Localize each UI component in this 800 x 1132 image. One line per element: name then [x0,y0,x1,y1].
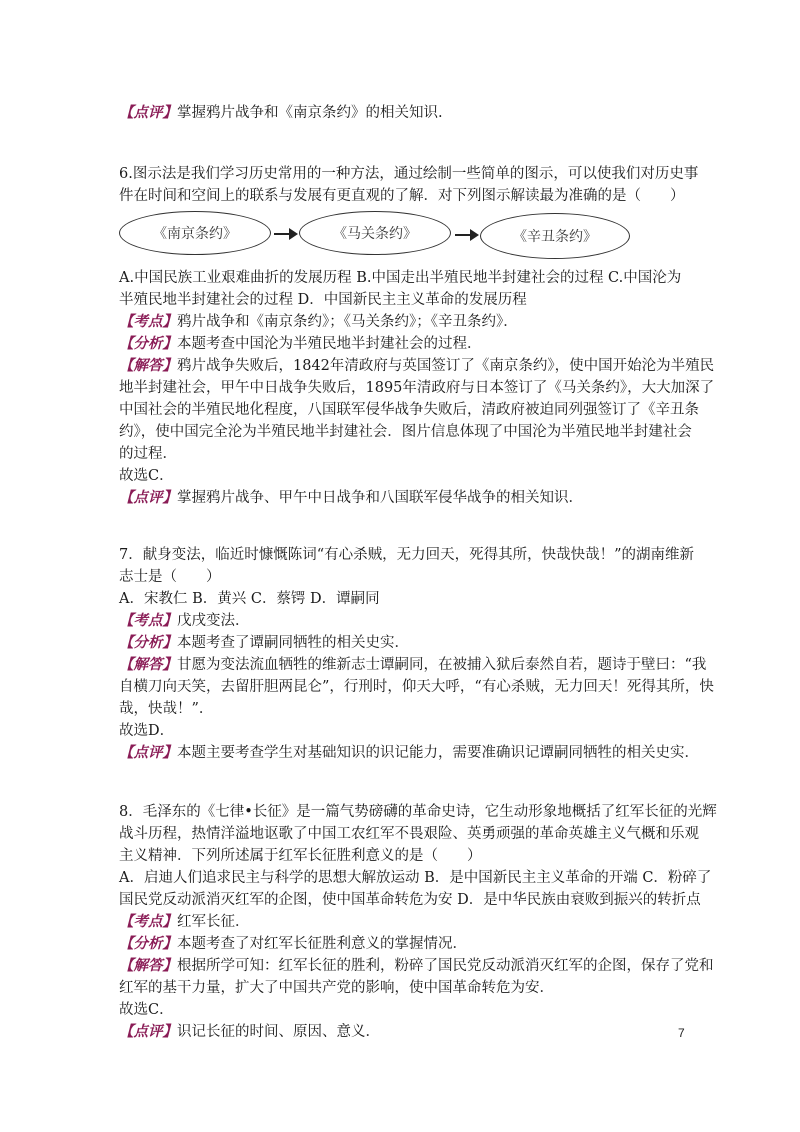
dianping-text: 识记长征的时间、原因、意义． [177,1024,380,1040]
dianping-text: 掌握鸦片战争、甲午中日战争和八国联军侵华战争的相关知识． [177,490,583,506]
q8-jieda-line-1 [119,954,714,978]
diagram-node-maguan: 《马关条约》 [299,211,451,255]
kaodian-text: 红军长征． [177,914,250,930]
fenxi-tag: 【分析】 [119,634,177,651]
fenxi-text: 本题考查了对红军长征胜利意义的掌握情况． [177,936,467,952]
fenxi-text: 本题考查了谭嗣同牺牲的相关史实． [177,635,409,651]
jieda-text: 根据所学可知：红军长征的胜利，粉碎了国民党反动派消灭红军的企图，保存了党和 [177,958,714,974]
q7-answer: 故选D． [119,723,175,739]
q6-jieda-line-3: 中国社会的半殖民地化程度，八国联军侵华战争失败后，清政府被迫同列强签订了《辛丑条 [119,402,699,418]
q7-jieda-line-2: 自横刀向天笑，去留肝胆两昆仑”，行刑时，仰天大呼，“有心杀贼，无力回天！死得其所，快 [119,679,714,695]
q6-jieda-line-1 [119,354,715,378]
q6-dianping [119,486,689,510]
q7-options: A．宋教仁 B．黄兴 C．蔡锷 D．谭嗣同 [119,591,380,607]
q8-stem-line-1: 8．毛泽东的《七律•长征》是一篇气势磅礴的革命史诗，它生动形象地概括了红军长征的光辉 [119,804,717,820]
q7-jieda-line-3: 哉，快哉！”． [119,701,214,717]
q7-jieda-line-1 [119,653,707,677]
jieda-text: 鸦片战争失败后，1842年清政府与英国签订了《南京条约》，使中国开始沦为半殖民 [177,358,715,374]
treaty-flow-diagram [119,207,679,261]
q6-stem-line-2: 件在时间和空间上的联系与发展有更直观的了解．对下列图示解读最为准确的是（ ） [119,188,685,204]
kaodian-tag: 【考点】 [119,612,177,629]
jieda-tag: 【解答】 [119,957,177,974]
comment-text: 掌握鸦片战争和《南京条约》的相关知识. [177,105,443,121]
dianping-tag: 【点评】 [119,744,177,761]
jieda-text: 甘愿为变法流血牺牲的维新志士谭嗣同，在被捕入狱后泰然自若，题诗于壁曰：“我 [177,657,707,673]
jieda-tag: 【解答】 [119,357,177,374]
q7-kaodian [119,609,689,633]
fenxi-text: 本题考查中国沦为半殖民地半封建社会的过程． [177,336,482,352]
comment-tag: 【点评】 [119,104,177,121]
dianping-text: 本题主要考查学生对基础知识的识记能力，需要准确识记谭嗣同牺牲的相关史实． [177,745,699,761]
fenxi-tag: 【分析】 [119,335,177,352]
q7-stem-line-2: 志士是（ ） [119,569,221,585]
q8-dianping [119,1020,689,1044]
diagram-node-xinchou: 《辛丑条约》 [480,213,630,259]
q8-stem-line-2: 战斗历程，热情洋溢地讴歌了中国工农红军不畏艰险、英勇顽强的革命英雄主义气概和乐观 [119,826,699,842]
arrow-icon [274,233,296,235]
q8-kaodian [119,910,689,934]
q8-options-line-2: 国民党反动派消灭红军的企图，使中国革命转危为安 D．是中华民族由衰败到振兴的转折点 [119,892,701,908]
kaodian-text: 鸦片战争和《南京条约》；《马关条约》；《辛丑条约》． [177,314,518,330]
q6-jieda-line-5: 的过程． [119,446,177,462]
q6-options-line-2: 半殖民地半封建社会的过程 D．中国新民主主义革命的发展历程 [119,292,527,308]
q7-stem-line-1: 7．献身变法，临近时慷慨陈词“有心杀贼，无力回天，死得其所，快哉快哉！”的湖南维新 [119,547,695,563]
q6-answer: 故选C． [119,468,174,484]
fenxi-tag: 【分析】 [119,935,177,952]
q7-dianping [119,741,699,765]
q6-stem-line-1: 6.图示法是我们学习历史常用的一种方法，通过绘制一些简单的图示，可以使我们对历史事 [119,166,699,182]
dianping-tag: 【点评】 [119,1023,177,1040]
q8-fenxi [119,932,689,956]
q6-jieda-line-4: 约》，使中国完全沦为半殖民地半封建社会．图片信息体现了中国沦为半殖民地半封建社会 [119,424,692,440]
arrow-icon [455,234,477,236]
q8-jieda-line-2: 红军的基干力量，扩大了中国共产党的影响，使中国革命转危为安． [119,980,554,996]
comment-line [119,101,689,125]
kaodian-tag: 【考点】 [119,913,177,930]
q6-fenxi [119,332,689,356]
jieda-tag: 【解答】 [119,656,177,673]
kaodian-text: 戊戌变法． [177,613,250,629]
q8-answer: 故选C． [119,1002,174,1018]
q6-jieda-line-2: 地半封建社会，甲午中日战争失败后，1895年清政府与日本签订了《马关条约》，大大加深了 [119,380,715,396]
diagram-node-nanjing: 《南京条约》 [119,211,271,255]
q6-options-line-1: A.中国民族工业艰难曲折的发展历程 B.中国走出半殖民地半封建社会的过程 C.中国沦为 [119,270,682,286]
kaodian-tag: 【考点】 [119,313,177,330]
dianping-tag: 【点评】 [119,489,177,506]
q8-options-line-1: A．启迪人们追求民主与科学的思想大解放运动 B．是中国新民主主义革命的开端 C．粉碎了 [119,870,712,886]
page-number: 7 [678,1026,685,1040]
q7-fenxi [119,631,689,655]
q8-stem-line-3: 主义精神．下列所述属于红军长征胜利意义的是（ ） [119,848,482,864]
q6-kaodian [119,310,689,334]
